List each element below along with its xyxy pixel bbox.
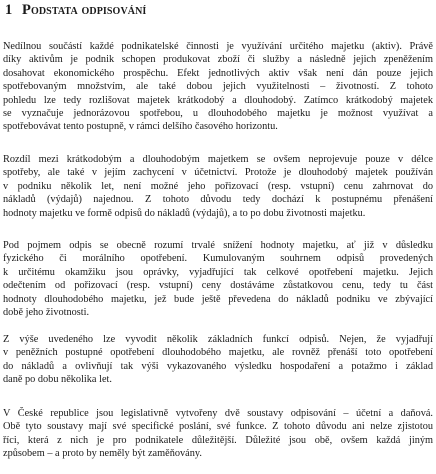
paragraph (3, 239, 433, 319)
text-line: dosahovat ekonomického prospěchu. Efekt jednotlivých aktiv však není dán pouze jejich (3, 67, 433, 79)
text-line: V České republice jsou legislativně vytvořeny dvě soustavy odpisování – účetní a daňová. (3, 408, 433, 419)
text-line: k určitému okamžiku jsou oprávky, vyjadřující tak celkové opotřebení majetku. Jejich (3, 266, 433, 278)
text-line: spotřebovávat tento postupně, v rámci delšího časového horizontu. (3, 121, 278, 133)
text-line: spotřebovaným množstvím, ale také dobou jejich využitelnosti – životností. Z tohoto (3, 81, 433, 93)
text-line: Rozdíl mezi krátkodobým a dlouhodobým majetkem se ovšem neprojevuje pouze v délce (3, 154, 433, 165)
text-line: Pod pojmem odpis se obecně rozumí trvalé snížení hodnoty majetku, ať již v důsledku (3, 240, 433, 251)
text-line: nákladů (výdajů) najednou. Z tohoto důvodu tedy dochází k postupnému přenášení (3, 194, 433, 206)
text-line: Z výše uvedeného lze vyvodit několik základních funkcí odpisů. Nejen, že vyjadřují (3, 334, 433, 345)
paragraph (3, 153, 433, 220)
section-title: Podstata odpisování (22, 2, 147, 18)
text-line: fyzického či morálního opotřebení. Kumulovaným souhrnem odpisů provedených (3, 253, 433, 265)
paragraph (3, 407, 433, 461)
section-heading (5, 2, 146, 19)
text-line: díky aktivům je podnik schopen produkovat zboží či služby a následně jejich zpeněžením (3, 54, 433, 66)
text-line: daně po dobu několika let. (3, 374, 112, 386)
text-line: hodnoty majetku ve formě odpisů do nákladů (výdajů), a to po dobu životnosti majetku. (3, 207, 366, 219)
text-line: spotřeby, ale také v jejím zachycení v účetnictví. Protože je dlouhodobý majetek používán (3, 167, 433, 179)
text-line: způsobem – a proto by neměly být zaměňovány. (3, 448, 202, 460)
paragraph (3, 333, 433, 387)
text-line: v podniku několik let, není možné jeho pořizovací (resp. vstupní) cenu zahrnovat do (3, 180, 433, 192)
text-line: v peněžních postupné opotřebení dlouhodobého majetku, ale rovněž přenáší toto opotřebení (3, 347, 433, 359)
text-line: pohledu lze tedy rozlišovat majetek krátkodobý a dlouhodobý. Zatímco krátkodobý majetek (3, 94, 433, 106)
text-line: říci, která z nich je pro podnikatele důležitější. Důležité jsou obě, ovšem každá jiným (3, 434, 433, 446)
text-line: Nedílnou součástí každé podnikatelské činnosti je využívání určitého majetku (aktiv). Právě (3, 41, 433, 52)
text-line: do nákladů a ovlivňují tak výši vykazovaného výsledku hospodaření a potažmo i základ (3, 360, 433, 372)
text-line: hodnoty dlouhodobého majetku, jež bude ještě převedena do nákladů podniku ve zbývající (3, 293, 433, 305)
text-line: se vyznačuje jednorázovou spotřebou, u dlouhodobého majetku je možnost využívat a (3, 107, 433, 119)
text-line: době jeho životnosti. (3, 306, 90, 318)
section-number: 1 (5, 2, 13, 18)
text-line: Obě tyto soustavy mají své specifické poslání, své funkce. Z tohoto důvodu ani nelze zjistotou (3, 421, 433, 433)
text-line: odečtením od pořizovací (resp. vstupní) ceny dostáváme zůstatkovou cenu, tedy tu část (3, 280, 433, 292)
paragraph (3, 40, 433, 134)
